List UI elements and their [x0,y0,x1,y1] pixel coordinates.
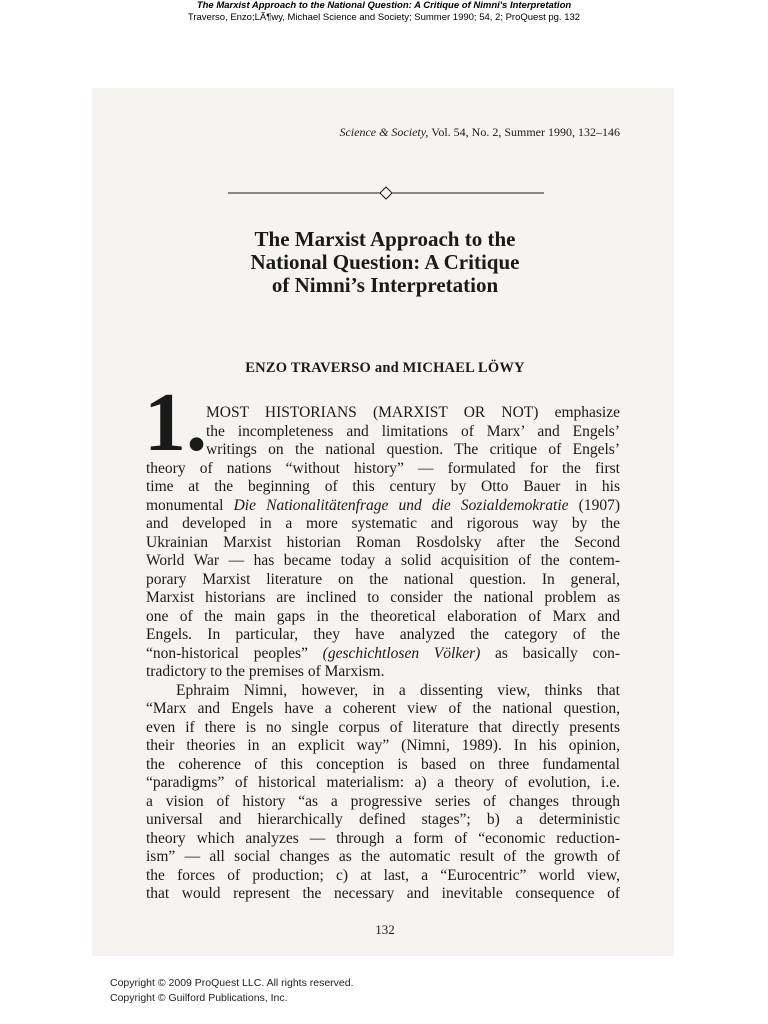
body-line: and developed in a more systematic and rigorous way by the [146,515,620,532]
title-line: National Question: A Critique [250,250,520,274]
body-line: the forces of production; c) at last, a “Eurocentric” world view, [146,866,620,884]
body-text-span: monumental [146,496,234,514]
body-line: “Marx and Engels have a coherent view of the national question, [146,700,620,717]
body-line: the coherence of this conception is based on three fundamental [146,755,620,773]
body-line: one of the main gaps in the theoretical elaboration of Marx and [146,607,620,625]
journal-details: Vol. 54, No. 2, Summer 1990, 132–146 [428,125,620,139]
body-line: “paradigms” of historical materialism: a) a theory of evolution, i.e. [146,774,620,791]
body-line: theory which analyzes — through a form of “economic reduction- [146,829,620,847]
body-line: Engels. In particular, they have analyzed the category of the [146,626,620,643]
body-line: MOST HISTORIANS (MARXIST OR NOT) emphasize [206,404,620,421]
proquest-header [0,0,768,24]
body-line: the incompleteness and limitations of Marx’ and Engels’ [206,422,620,440]
copyright-line: Copyright © Guilford Publications, Inc. [110,992,288,1004]
body-line: even if there is no single corpus of literature that directly presents [146,718,620,736]
diamond-ornament-icon [228,184,544,202]
cited-term: (geschichtlosen Völker) [322,644,481,662]
body-text-span: “non-historical peoples” [146,644,323,662]
body-line: porary Marxist literature on the national question. In general, [146,570,620,588]
body-line: theory of nations “without history” — formulated for the first [146,459,620,477]
journal-line [339,125,620,140]
body-line: universal and hierarchically defined stages”; b) a deterministic [146,811,620,828]
body-line: a vision of history “as a progressive series of changes through [146,792,620,810]
body-line: ism” — all social changes as the automatic result of the growth of [146,848,620,865]
body-line: Marxist historians are inclined to consider the national problem as [146,589,620,606]
header-title: The Marxist Approach to the National Question: A Critique of Nimni's Interpretation [196,0,572,11]
body-line [146,645,620,664]
journal-name: Science & Society, [339,125,429,139]
header-citation: Traverso, Enzo;LÃ¶wy, Michael Science and Society; Summer 1990; 54, 2; ProQuest pg. 132 [187,12,581,23]
body-line: Ephraim Nimni, however, in a dissenting view, thinks that [176,681,620,699]
article-body [146,404,620,904]
title-line: of Nimni’s Interpretation [271,273,499,297]
copyright-notice [110,976,354,1006]
body-line: that would represent the necessary and inevitable consequence of [146,885,620,902]
authors: ENZO TRAVERSO and MICHAEL LÖWY [245,360,525,376]
body-line: Ukrainian Marxist historian Roman Rosdolsky after the Second [146,533,620,551]
body-line [146,497,620,516]
body-line: writings on the national question. The critique of Engels’ [206,441,620,458]
article-title [150,228,620,297]
body-line: tradictory to the premises of Marxism. [146,663,385,680]
section-number: 1. [144,376,207,469]
copyright-line: Copyright © 2009 ProQuest LLC. All rights reserved. [110,977,354,989]
title-line: The Marxist Approach to the [254,227,516,251]
body-text-span: (1907) [568,496,620,514]
body-text-span: as basically con- [480,644,620,662]
body-line: time at the beginning of this century by Otto Bauer in his [146,478,620,495]
cited-work-title: Die Nationalitätenfrage und die Sozialdemokratie [233,496,569,514]
page-number: 132 [375,922,395,937]
body-line: their theories in an explicit way” (Nimni, 1989). In his opinion, [146,737,620,754]
body-line: World War — has became today a solid acquisition of the contem- [146,552,620,569]
